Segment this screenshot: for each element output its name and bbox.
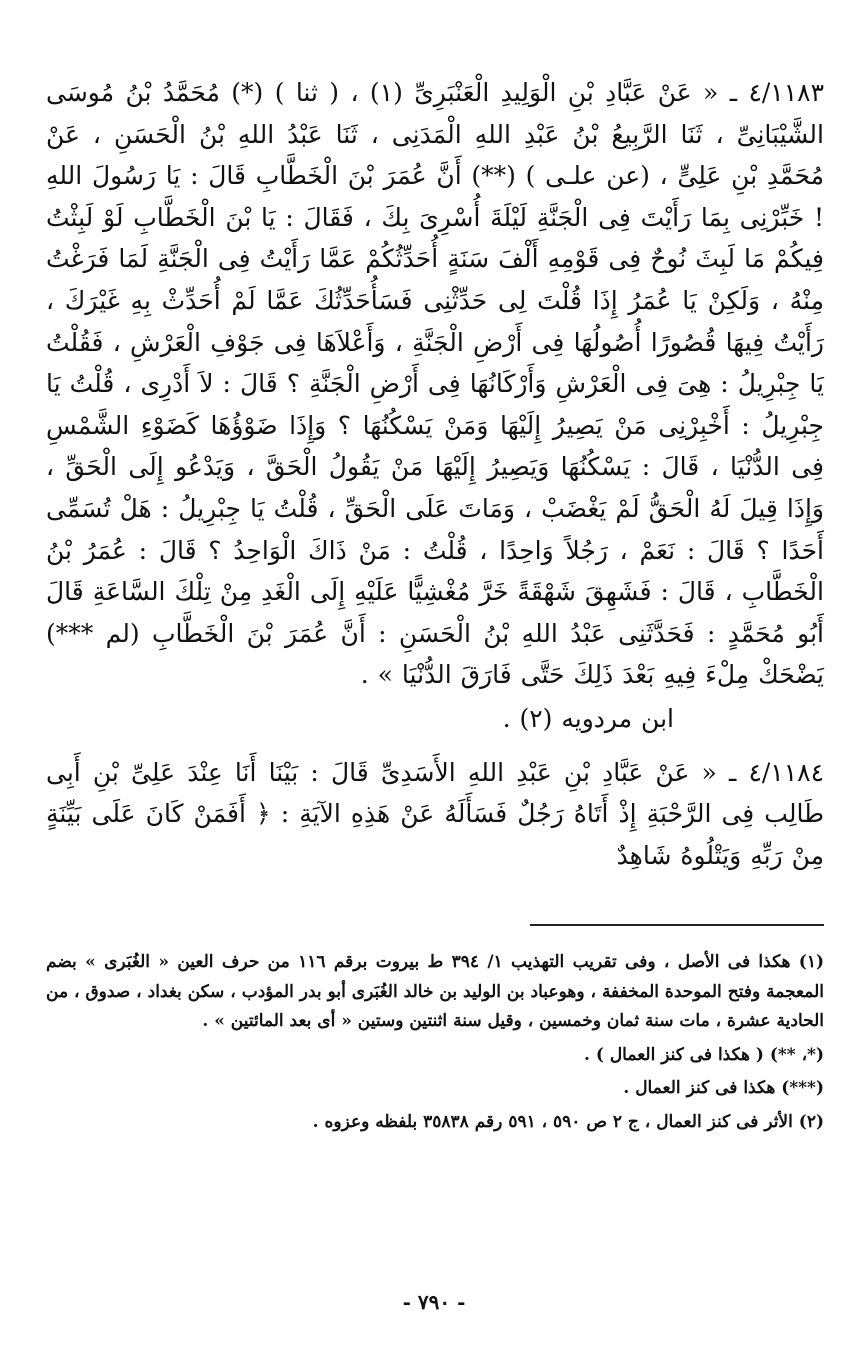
hadith-1184: ٤/١١٨٤ ـ « عَنْ عَبَّادِ بْنِ عَبْدِ اللهِ الأَسَدِىِّ قَالَ : بَيْنَا أَنَا عِنْدَ عَلِىِّ بْنِ أَبِى طَالِب فِى الرَّحْبَةِ إِذْ أَتَاهُ رَجُلٌ فَسَأَلَهُ عَنْ هَذِهِ الآيَةِ : ﴿ أَفَمَنْ كَانَ عَلَى بَيِّنَةٍ مِنْ رَبِّهِ وَيَتْلُوهُ شَاهِدٌ	[46, 757, 824, 870]
footnote-1: (١) هكذا فى الأصل ، وفى تقريب التهذيب ١/ ٣٩٤ ط بيروت برقم ١١٦ من حرف العين « الغُبَرى » بضم المعجمة وفتح الموحدة المخففة ، وهوعباد بن الوليد بن خالد الغُبَرى أبو بدر المؤدب ، سكن بغداد ، صدوق ، من الحادية عشرة ، مات سنة ثمان وخمسين ، وقيل سنة اثنتين وستين « أى بعد المائتين » .	[46, 952, 825, 1032]
footnote-star-1: (*، **) ( هكذا فى كنز العمال ) .	[584, 1044, 824, 1065]
footnote-2: (٢) الأثر فى كنز العمال ، ج ٢ ص ٥٩٠ ، ٥٩١ رقم ٣٥٨٣٨ بلفظه وعزوه .	[312, 1111, 824, 1132]
footnotes	[46, 948, 824, 1137]
page-number: - ٧٩٠ -	[402, 1290, 466, 1314]
hadith-1183: ٤/١١٨٣ ـ « عَنْ عَبَّادِ بْنِ الْوَلِيدِ الْعَنْبَرِىِّ (١) ، ( ثنا ) (*) مُحَمَّدُ بْنُ مُوسَى الشَّيْبَانِىِّ ، ثَنَا الرَّبِيعُ بْنُ عَبْدِ اللهِ الْمَدَنِى ، ثَنَا عَبْدُ اللهِ بْنُ الْحَسَنِ ، عَنْ مُحَمَّدِ بْنِ عَلِىٍّ ، (عن علـى ) (**) أَنَّ عُمَرَ بْنَ الْخَطَّابِ قَالَ : يَا رَسُولَ اللهِ ! خَبِّرْنِى بِمَا رَأَيْتَ فِى الْجَنَّةِ لَيْلَةَ أُسْرِىَ بِكَ ، فَقَالَ : يَا بْنَ الْخَطَّابِ لَوْ لَبِثْتُ فِيكُمْ مَا لَبِثَ نُوحٌ فِى قَوْمِهِ أَلْفَ سَنَةٍ أُحَدِّثُكُمْ عَمَّا رَأَيْتُ فِى الْجَنَّةِ لَمَا فَرَغْتُ مِنْهُ ، وَلَكِنْ يَا عُمَرُ إِذَا قُلْتَ لِى حَدِّثْنِى فَسَأُحَدِّثُكَ عَمَّا لَمْ أُحَدِّثْ بِهِ غَيْرَكَ ، رَأَيْتُ فِيهَا قُصُورًا أُصُولُهَا فِى أَرْضِ الْجَنَّةِ ، وَأَعْلاَهَا فِى جَوْفِ الْعَرْشِ ، فَقُلْتُ يَا جِبْرِيلُ : هِىَ فِى الْعَرْشِ وَأَرْكَانُهَا فِى أَرْضِ الْجَنَّةِ ؟ قَالَ : لاَ أَدْرِى ، قُلْتُ يَا جِبْرِيلُ : أَخْبِرْنِى مَنْ يَصِيرُ إِلَيْهَا وَمَنْ يَسْكُنُهَا ؟ وَإِذَا ضَوْؤُهَا كَضَوْءِ الشَّمْسِ فِى الدُّنْيَا ، قَالَ : يَسْكُنُهَا وَيَصِيرُ إِلَيْهَا مَنْ يَقُولُ الْحَقَّ ، وَيَدْعُو إِلَى الْحَقِّ ، وَإِذَا قِيلَ لَهُ الْحَقُّ لَمْ يَغْضَبْ ، وَمَاتَ عَلَى الْحَقِّ ، قُلْتُ يَا جِبْرِيلُ : هَلْ تُسَمِّى أَحَدًا ؟ قَالَ : نَعَمْ ، رَجُلاً وَاحِدًا ، قُلْتُ : مَنْ ذَاكَ الْوَاحِدُ ؟ قَالَ : عُمَرُ بْنُ الْخَطَّابِ ، قَالَ : فَشَهِقَ شَهْقَةً خَرَّ مُغْشِيًّا عَلَيْهِ إِلَى الْغَدِ مِنْ تِلْكَ السَّاعَةِ قَالَ أَبُو مُحَمَّدٍ : فَحَدَّثَنِى عَبْدُ اللهِ بْنُ الْحَسَنِ : أَنَّ عُمَرَ بْنَ الْخَطَّابِ (لم ***) يَضْحَكْ مِلْءَ فِيهِ بَعْدَ ذَلِكَ حَتَّى فَارَقَ الدُّنْيَا » .	[46, 78, 824, 690]
hadith-1183-source: ابن مردويه (٢) .	[502, 703, 674, 733]
main-text	[46, 72, 824, 876]
footnote-star-3: (***) هكذا فى كنز العمال .	[623, 1078, 824, 1099]
footnote-separator	[530, 924, 824, 926]
